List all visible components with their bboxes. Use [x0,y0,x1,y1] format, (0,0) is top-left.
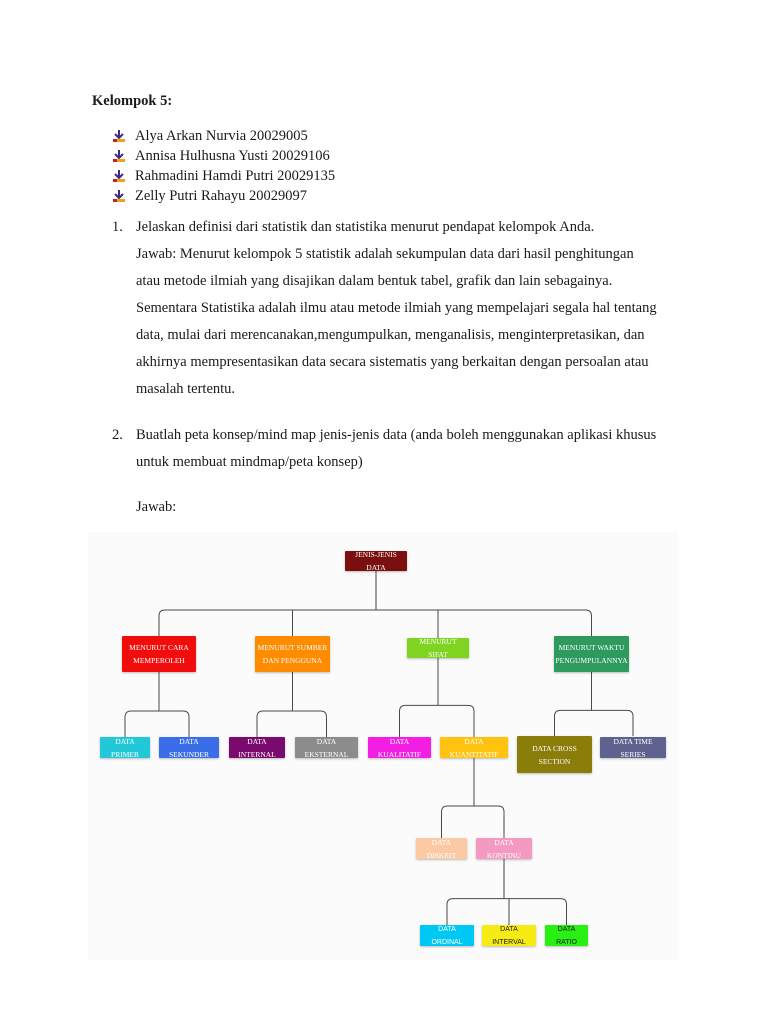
member-item [112,186,335,206]
mind-map [88,532,678,960]
node-data-internal: DATA INTERNAL [229,737,285,758]
node-jenis-jenis-data: JENIS-JENIS DATA [345,551,407,571]
node-data-time-series: DATA TIME SERIES [600,737,666,758]
connector-line [555,710,634,736]
node-menurut-cara-memperoleh: MENURUT CARA MEMPEROLEH [122,636,196,672]
arrow-bullet-icon [112,149,126,163]
connector-line [442,806,505,838]
question-1 [112,214,692,403]
question-text: Buatlah peta konsep/mind map jenis-jenis data (anda boleh menggunakan aplikasi khusus [136,427,657,443]
answer-line: masalah tertentu. [136,381,236,397]
question-number: 1. [112,219,123,235]
node-data-ordinal: DATA ORDINAL [420,925,474,946]
node-data-ratio: DATA RATIO [545,925,588,946]
node-menurut-waktu: MENURUT WAKTU PENGUMPULANNYA [554,636,629,672]
node-data-sekunder: DATA SEKUNDER [159,737,219,758]
question-2 [112,422,692,476]
arrow-bullet-icon [112,129,126,143]
arrow-bullet-icon [112,169,126,183]
answer-line: data, mulai dari merencanakan,mengumpulkan, menganalisis, menginterpretasikan, dan [136,327,645,343]
connector-line [125,711,189,737]
member-name: Rahmadini Hamdi Putri 20029135 [135,167,336,184]
connector-line [159,610,592,636]
node-menurut-sifat: MENURUT SIFAT [407,638,469,658]
member-name: Alya Arkan Nurvia 20029005 [135,127,308,144]
node-data-kualitatif: DATA KUALITATIF [368,737,431,758]
node-data-cross-section: DATA CROSS SECTION [517,736,592,773]
node-data-interval: DATA INTERVAL [482,925,536,946]
member-item [112,146,335,166]
answer-label: Jawab: [136,499,177,515]
answer-line: Sementara Statistika adalah ilmu atau metode ilmiah yang mempelajari segala hal tentang [136,300,657,316]
connector-line [447,899,567,925]
answer-line: Jawab: Menurut kelompok 5 statistik adalah sekumpulan data dari hasil penghitungan [136,246,634,262]
member-list [112,126,335,206]
member-name: Zelly Putri Rahayu 20029097 [135,187,307,204]
node-data-kuantitatif: DATA KUANTITATIF [440,737,508,758]
node-menurut-sumber: MENURUT SUMBER DAN PENGGUNA [255,636,330,672]
node-data-diskrit: DATA DISKRIT [416,838,467,859]
arrow-bullet-icon [112,189,126,203]
member-item [112,126,335,146]
answer-line: akhirnya mempresentasikan data secara sistematis yang berkaitan dengan persoalan atau [136,354,649,370]
question-text: Jelaskan definisi dari statistik dan statistika menurut pendapat kelompok Anda. [136,219,595,235]
connector-line [257,711,327,737]
question-text: untuk membuat mindmap/peta konsep) [136,454,363,470]
connector-line [400,705,475,737]
question-number: 2. [112,427,123,443]
group-heading: Kelompok 5: [92,93,173,109]
node-data-primer: DATA PRIMER [100,737,150,758]
node-data-kontinu: DATA KONTINU [476,838,532,859]
member-item [112,166,335,186]
node-data-eksternal: DATA EKSTERNAL [295,737,358,758]
member-name: Annisa Hulhusna Yusti 20029106 [135,147,330,164]
answer-line: atau metode ilmiah yang disajikan dalam bentuk tabel, grafik dan lain sebagainya. [136,273,613,289]
